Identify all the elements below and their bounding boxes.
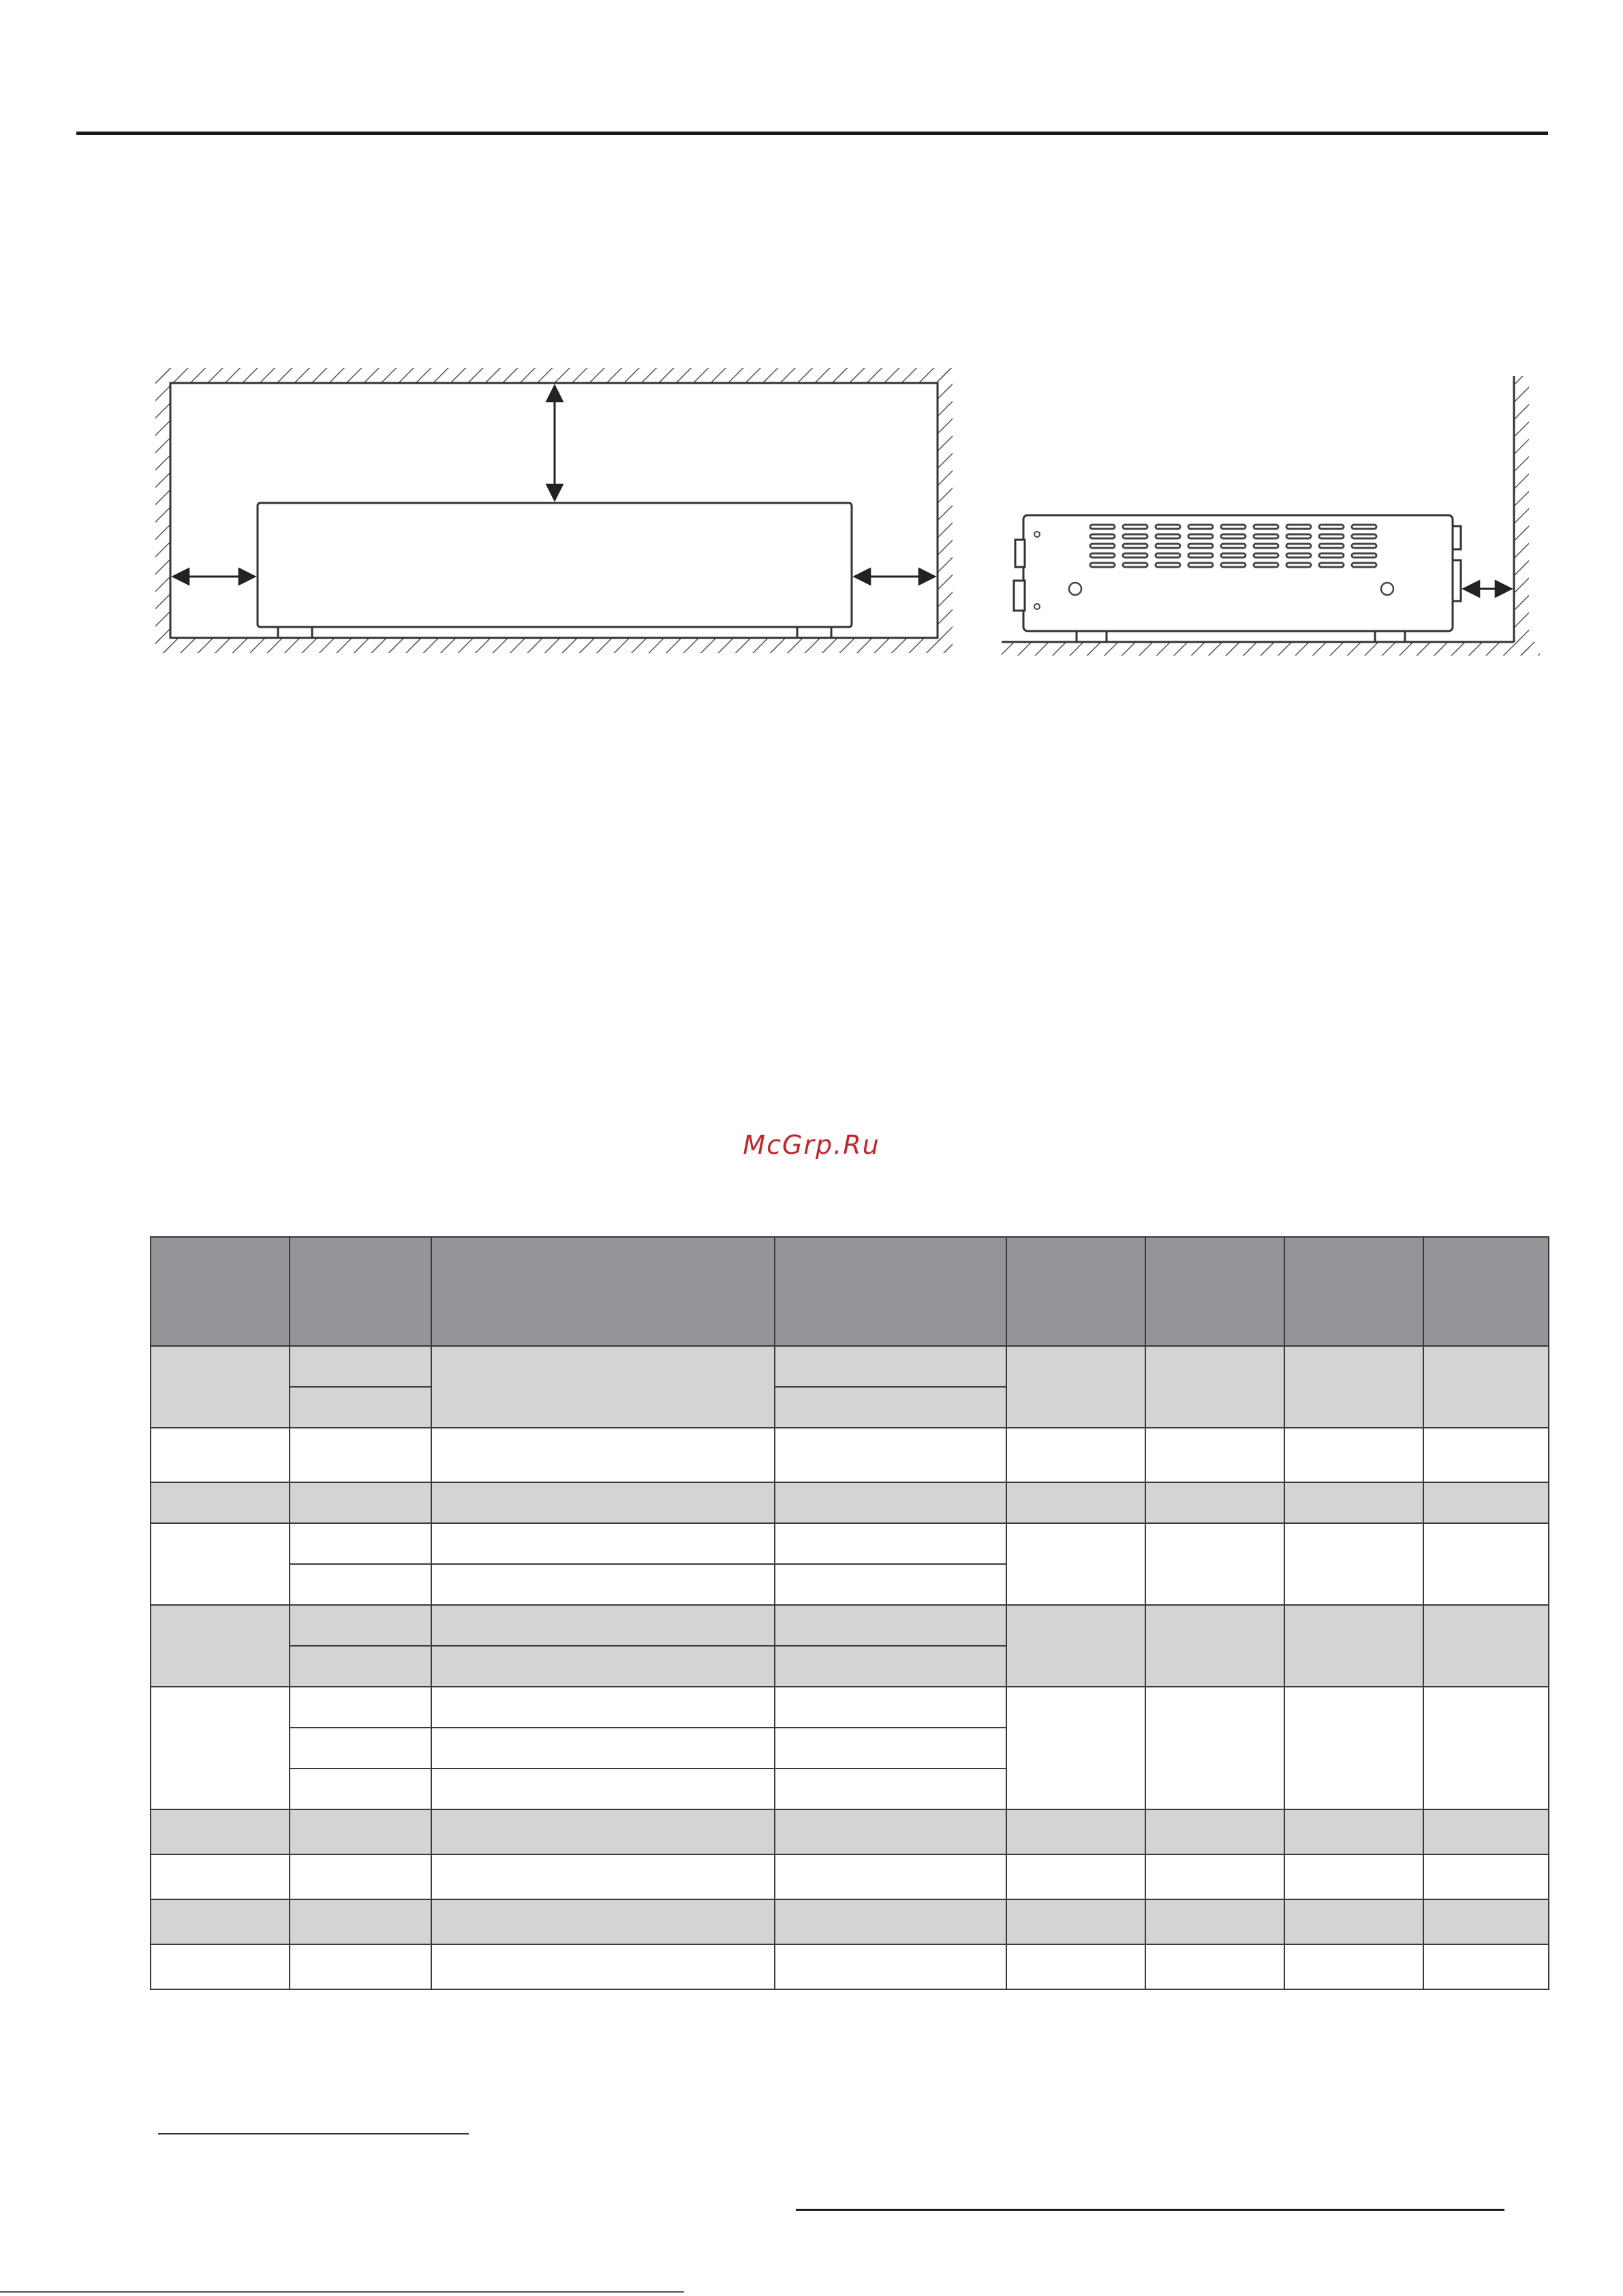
header-rule: [76, 132, 1548, 135]
table-row: [151, 1346, 1549, 1387]
table-row: [151, 1944, 1549, 1989]
header-cell: [1006, 1237, 1145, 1346]
front-jack: [1014, 581, 1025, 611]
top-wall-hatch: [155, 368, 953, 383]
header-cell: [1423, 1237, 1549, 1346]
watermark-text: McGrp.Ru: [743, 1130, 880, 1160]
right-wall-hatch: [938, 368, 953, 653]
header-cell: [290, 1237, 431, 1346]
foot-front: [1077, 631, 1107, 642]
floor-hatch: [155, 638, 953, 653]
front-knob: [1015, 540, 1025, 567]
foot-right: [797, 627, 831, 638]
floor-hatch: [1002, 642, 1540, 656]
device-side-body: [1023, 515, 1453, 631]
table-row: [151, 1605, 1549, 1646]
header-cell: [1284, 1237, 1423, 1346]
foot-left: [278, 627, 312, 638]
foot-rear: [1375, 631, 1405, 642]
header-cell: [431, 1237, 775, 1346]
footer-rule: [796, 2209, 1504, 2211]
table-row: [151, 1854, 1549, 1899]
table-header-row: [151, 1237, 1549, 1346]
rear-wall-hatch: [1514, 376, 1529, 656]
rear-connector-1: [1453, 526, 1461, 549]
rear-connector-2: [1453, 560, 1461, 601]
table-row: [151, 1899, 1549, 1944]
table-row: [151, 1523, 1549, 1564]
bottom-edge-rule: [0, 2291, 684, 2293]
front-view-clearance-diagram: [155, 365, 953, 658]
device-front-body: [258, 503, 852, 627]
left-wall-hatch: [155, 368, 170, 653]
header-cell: [151, 1237, 290, 1346]
header-cell: [775, 1237, 1006, 1346]
table-row: [151, 1428, 1549, 1482]
side-view-clearance-diagram: [1002, 376, 1540, 662]
table-row: [151, 1482, 1549, 1523]
table-row: [151, 1809, 1549, 1854]
header-cell: [1145, 1237, 1284, 1346]
table-row: [151, 1687, 1549, 1728]
specification-table: [150, 1236, 1549, 1990]
footnote-rule: [158, 2133, 469, 2134]
